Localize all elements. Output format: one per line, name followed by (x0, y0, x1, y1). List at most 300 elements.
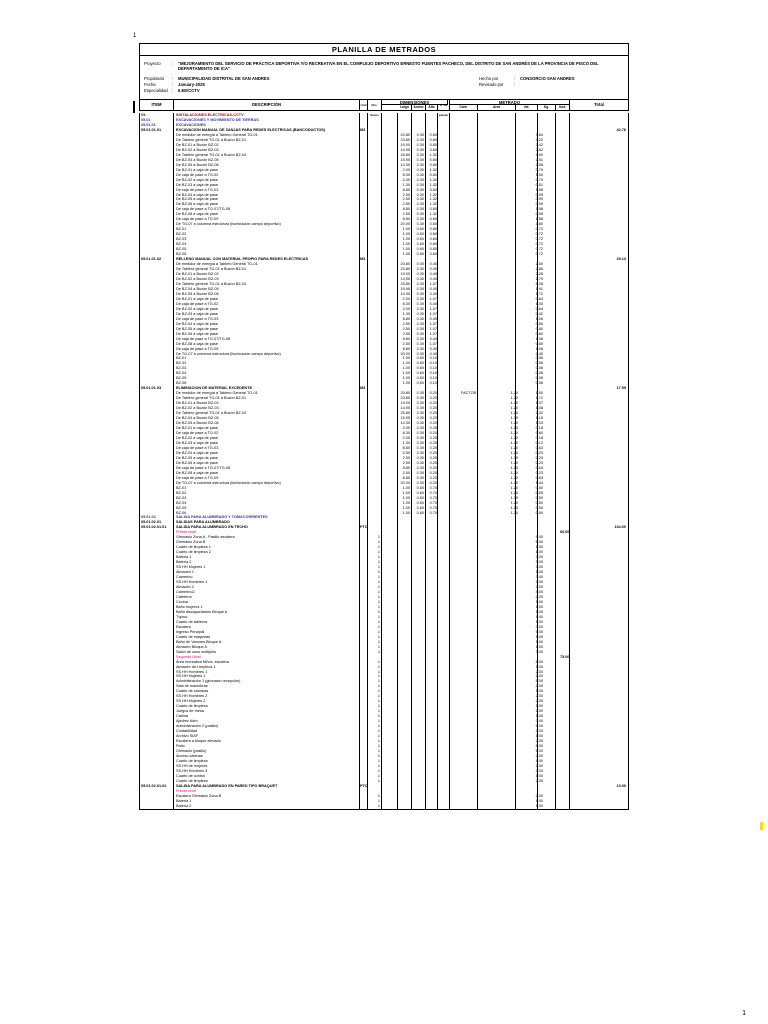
row-alto: 1.07 (429, 341, 437, 346)
row-vol: 1.72 (535, 291, 543, 296)
row-ancho: 0.30 (416, 267, 424, 272)
row-vol: 1.00 (535, 604, 543, 609)
row-largo: 14.30 (400, 162, 410, 167)
row-description: De caja de pase a TG-07/TG-08 (176, 207, 231, 212)
row-ancho: 0.30 (416, 217, 424, 222)
col-dimensiones: DIMENSIONES (382, 100, 448, 105)
row-alto: 0.60 (429, 147, 437, 152)
row-largo: 14.30 (400, 421, 410, 426)
row-count: 1 (377, 674, 380, 679)
row-vol: 0.50 (535, 510, 543, 515)
row-partial: 66.00 (560, 530, 570, 535)
row-description: De BZ-05 a Buzón BZ-06 (176, 421, 219, 426)
row-largo: 14.95 (400, 276, 410, 281)
row-alto: 0.60 (429, 217, 437, 222)
row-vol: 1.00 (535, 619, 543, 624)
row-ancho: 0.60 (416, 232, 424, 237)
row-description: De BZ-04 a caja de pase (176, 192, 219, 197)
row-description: De TG-07 a columna estructura (iluminación campo deportivo) (176, 351, 281, 356)
row-ancho: 0.30 (416, 480, 424, 485)
row-ancho: 0.30 (416, 321, 424, 326)
row-count: 1 (377, 739, 380, 744)
row-count: 1 (377, 709, 380, 714)
row-largo: 14.95 (400, 406, 410, 411)
row-ancho: 0.30 (416, 311, 424, 316)
row-largo: 8.80 (402, 336, 410, 341)
row-vol: 6.00 (535, 540, 543, 545)
row-unit: M3 (360, 257, 366, 262)
row-ancho: 0.30 (416, 182, 424, 187)
col-alto: Alto (426, 105, 438, 110)
row-ancho: 0.30 (416, 152, 424, 157)
row-unit: M3 (360, 386, 366, 391)
row-vol: 0.60 (535, 431, 543, 435)
col-largo: Largo (398, 105, 412, 110)
row-vol: 1.00 (535, 301, 543, 306)
row-alto: 0.60 (429, 222, 437, 227)
row-ancho: 0.30 (416, 157, 424, 162)
row-description: Cuarto de limpieza (176, 704, 208, 709)
row-alto: 0.60 (429, 137, 437, 142)
row-vol: 1.00 (535, 664, 543, 669)
row-largo: 2.00 (402, 306, 410, 311)
row-ancho: 0.30 (416, 147, 424, 152)
row-description: SS.HH Hombres 3 (176, 768, 208, 773)
row-ancho: 0.60 (416, 381, 424, 386)
row-count: 1 (377, 763, 380, 768)
row-alto: 0.40 (429, 267, 437, 272)
row-description: De TG-07 a columna estructura (iluminación campo deportivo) (176, 480, 281, 485)
row-alto: 0.10 (429, 381, 437, 386)
row-ancho: 0.30 (416, 177, 424, 182)
row-largo: 2.00 (402, 426, 410, 431)
col-nro: Nro. Veces (368, 100, 382, 110)
row-alto: 0.20 (429, 396, 437, 401)
highlight-marker (760, 822, 763, 830)
row-largo: 2.50 (402, 192, 410, 197)
row-count: 1 (377, 684, 380, 689)
revisado-row: Revisado por : (479, 82, 516, 87)
row-alto: 0.20 (429, 391, 437, 396)
row-largo: 25.80 (400, 411, 410, 416)
row-alto: 0.60 (429, 207, 437, 212)
row-alto: 0.70 (429, 505, 437, 510)
row-largo: 1.00 (402, 495, 410, 500)
row-ancho: 0.30 (416, 272, 424, 276)
row-cant: FACTOR (461, 391, 477, 396)
row-description: Cuarto de tableros (176, 619, 208, 624)
row-largo: 15.95 (400, 286, 410, 291)
row-description: BZ-01 (176, 485, 187, 490)
row-vol: 1.00 (535, 714, 543, 719)
row-ancho: 0.30 (416, 341, 424, 346)
row-item: 05.01.02 (141, 515, 156, 520)
row-ancho: 0.60 (416, 505, 424, 510)
row-ancho: 0.60 (416, 356, 424, 361)
row-vol: 1.58 (535, 207, 543, 212)
row-description: Almacén Bloque A (176, 644, 208, 649)
row-description: De caja de pase a TG-02 (176, 172, 219, 177)
row-alto: 0.10 (429, 376, 437, 381)
row-ancho: 0.60 (416, 495, 424, 500)
row-largo: 19.00 (400, 272, 410, 276)
row-description: SS.HH Mujeres 2 (176, 699, 206, 704)
row-alto: 0.70 (429, 510, 437, 515)
row-vol: 0.50 (535, 505, 543, 510)
row-description: De Tablero general TG-01 a Buzón BZ-04 (176, 281, 247, 286)
row-largo: 1.00 (402, 500, 410, 505)
row-vol: 0.23 (535, 460, 543, 465)
row-largo: 20.00 (400, 222, 410, 227)
row-largo: 1.00 (402, 242, 410, 247)
row-count: 1 (377, 659, 380, 664)
row-vol: 1.00 (535, 773, 543, 778)
row-ancho: 0.30 (416, 306, 424, 311)
propietario-row: Propietario : MUNICIPALIDAD DISTRITAL DE SAN ANDRES (144, 76, 270, 81)
row-count: 1 (377, 724, 380, 729)
row-vol: 2.00 (535, 684, 543, 689)
row-area: 1.20 (510, 465, 518, 470)
row-description: De BZ-02 a Buzón BZ-03 (176, 276, 219, 281)
row-largo: 8.80 (402, 316, 410, 321)
row-vol: 2.00 (535, 694, 543, 699)
row-description: BZ-02 (176, 361, 187, 366)
row-description: BZ-05 (176, 505, 187, 510)
row-area: 1.20 (510, 431, 518, 435)
row-description: De medidor de energía a Tablero General TG-01 (176, 391, 258, 396)
row-description: Cuarto de limpieza (176, 758, 208, 763)
col-cant: Cant. (450, 105, 478, 110)
row-description: De BZ-02 a caja de pase (176, 435, 219, 440)
row-vol: 0.72 (535, 252, 543, 257)
row-description: De caja de pase a TG-09 (176, 346, 219, 351)
row-largo: 1.00 (402, 237, 410, 242)
row-description: Almacén 2 (176, 585, 194, 590)
row-vol: 1.00 (535, 798, 543, 803)
row-description: De BZ-05 a caja de pase (176, 326, 219, 331)
row-alto: 1.32 (429, 202, 437, 207)
row-description: BZ-06 (176, 510, 187, 515)
row-ancho: 0.30 (416, 416, 424, 421)
row-ancho: 0.30 (416, 455, 424, 460)
row-largo: 8.30 (402, 301, 410, 306)
row-vol: 0.06 (535, 366, 543, 371)
row-count: 1 (377, 565, 380, 570)
row-largo: 1.00 (402, 371, 410, 376)
row-vol: 0.50 (535, 495, 543, 500)
row-description: De BZ-02 a Buzón BZ-03 (176, 406, 219, 411)
row-description: SALIDA PARA ALUMBRADO EN PARED TIPO BRAQUET (176, 783, 278, 788)
row-description: De caja de pase a TG-07/TG-08 (176, 336, 231, 341)
row-count: 1 (377, 560, 380, 565)
project-header (139, 56, 629, 100)
row-largo: 8.80 (402, 187, 410, 192)
row-description: Primer nivel (176, 530, 197, 535)
row-ancho: 0.30 (416, 435, 424, 440)
row-vol: 0.79 (535, 167, 543, 172)
row-description: De Tablero general TG-01 a Buzón BZ-01 (176, 396, 247, 401)
row-alto: 0.40 (429, 336, 437, 341)
row-description: Salón de usos múltiples (176, 649, 217, 654)
row-description: BZ-01 (176, 227, 187, 232)
row-area: 1.20 (510, 455, 518, 460)
row-description: De BZ-01 a caja de pase (176, 167, 219, 172)
row-count: 1 (377, 555, 380, 560)
row-ancho: 0.30 (416, 445, 424, 450)
row-largo: 8.80 (402, 445, 410, 450)
row-ancho: 0.30 (416, 162, 424, 167)
row-count: 1 (377, 689, 380, 694)
row-largo: 15.95 (400, 416, 410, 421)
row-largo: 2.50 (402, 321, 410, 326)
row-description: Contabilidad (176, 729, 198, 734)
row-largo: 1.00 (402, 381, 410, 386)
row-largo: 25.80 (400, 152, 410, 157)
row-description: BZ-06 (176, 252, 187, 257)
row-description: De BZ-08 a caja de pase (176, 341, 219, 346)
row-largo: 1.00 (402, 252, 410, 257)
row-ancho: 0.30 (416, 167, 424, 172)
row-count: 1 (377, 585, 380, 590)
row-vol: 2.40 (535, 351, 543, 356)
row-largo: 20.00 (400, 351, 410, 356)
row-area: 1.20 (510, 426, 518, 431)
row-description: De caja de pase a TG-09 (176, 475, 219, 480)
row-vol: 0.99 (535, 212, 543, 217)
row-alto: 0.40 (429, 276, 437, 281)
row-ancho: 0.60 (416, 500, 424, 505)
row-item: 05.01.01.02 (141, 257, 162, 262)
row-vol: 1.00 (535, 545, 543, 550)
row-description: De caja de pase a TG-03 (176, 316, 219, 321)
row-count: 1 (377, 699, 380, 704)
row-vol: 4.22 (535, 137, 543, 142)
row-ancho: 0.30 (416, 192, 424, 197)
row-description: EXCAVACIONES (176, 122, 206, 127)
row-description: De BZ-03 a caja de pase (176, 182, 219, 187)
row-alto: 0.25 (429, 440, 437, 445)
row-vol: 0.72 (535, 232, 543, 237)
row-vol: 0.80 (535, 331, 543, 336)
row-description: Primer nivel (176, 788, 197, 793)
row-vol: 2.00 (535, 594, 543, 599)
col-metrado: METRADO (450, 100, 570, 105)
row-description: SS.HH Hombres 2 (176, 694, 208, 699)
row-vol: 4.00 (535, 590, 543, 594)
row-vol: 2.00 (535, 709, 543, 714)
row-description: De caja de pase a TG-02 (176, 301, 219, 306)
row-count: 1 (377, 793, 380, 798)
row-description: Sala de maniobras (176, 684, 208, 689)
row-count: 1 (377, 714, 380, 719)
row-vol: 3.60 (535, 222, 543, 227)
row-alto: 0.40 (429, 351, 437, 356)
row-description: De BZ-06 a caja de pase (176, 202, 219, 207)
row-largo: 2.50 (402, 212, 410, 217)
row-description: Área recreativa Niños, escalera (176, 659, 229, 664)
row-description: BZ-03 (176, 237, 187, 242)
row-largo: 1.00 (402, 361, 410, 366)
row-total: 42.76 (616, 127, 626, 132)
row-largo: 1.00 (402, 376, 410, 381)
row-count: 1 (377, 540, 380, 545)
row-vol: 0.06 (535, 361, 543, 366)
row-vol: 0.99 (535, 197, 543, 202)
row-description: Cuarto de limpieza 2 (176, 550, 211, 555)
row-largo: 20.80 (400, 391, 410, 396)
row-description: Batería 1 (176, 555, 192, 560)
row-description: SALIDAS PARA ALUMBRADO (176, 520, 230, 525)
row-description: De BZ-05 a caja de pase (176, 455, 219, 460)
row-count: 1 (377, 679, 380, 684)
row-count: 1 (377, 768, 380, 773)
row-alto: 0.20 (429, 416, 437, 421)
row-vol: 0.50 (535, 485, 543, 490)
row-ancho: 0.60 (416, 371, 424, 376)
row-vol: 0.64 (535, 296, 543, 301)
row-count: 1 (377, 619, 380, 624)
row-ancho: 0.30 (416, 286, 424, 291)
row-alto: 1.32 (429, 182, 437, 187)
row-alto: 1.07 (429, 306, 437, 311)
row-area: 1.20 (510, 460, 518, 465)
row-alto: 0.10 (429, 356, 437, 361)
row-ancho: 0.30 (416, 391, 424, 396)
row-alto: 1.32 (429, 177, 437, 182)
row-alto: 1.32 (429, 152, 437, 157)
row-vol: 0.06 (535, 371, 543, 376)
row-count: 1 (377, 758, 380, 763)
row-area: 1.20 (510, 416, 518, 421)
row-largo: 8.80 (402, 475, 410, 480)
row-largo: 20.00 (400, 480, 410, 485)
row-area: 1.20 (510, 435, 518, 440)
row-largo: 8.80 (402, 217, 410, 222)
row-vol: 1.00 (535, 614, 543, 619)
row-item: 05.01.02.01.02 (141, 783, 167, 788)
row-description: De BZ-05 a caja de pase (176, 197, 219, 202)
row-alto: 1.07 (429, 296, 437, 301)
row-area: 1.20 (510, 445, 518, 450)
row-description: De caja de pase a TG-03 (176, 445, 219, 450)
row-alto: 0.60 (429, 132, 437, 137)
row-count: 1 (377, 778, 380, 783)
row-alto: 0.70 (429, 495, 437, 500)
row-description: Administración 1 (gimnasio recepción) (176, 679, 241, 684)
row-unit: PTO (360, 525, 368, 530)
row-count: 1 (377, 719, 380, 724)
row-largo: 1.00 (402, 232, 410, 237)
row-item: 05.01.02.01.01 (141, 525, 167, 530)
row-description: Baño de Varones Bloque A (176, 639, 222, 644)
row-alto: 0.60 (429, 242, 437, 247)
row-largo: 2.50 (402, 197, 410, 202)
row-description: Acceso cabinas (176, 753, 203, 758)
row-largo: 2.50 (402, 470, 410, 475)
row-ancho: 0.30 (416, 450, 424, 455)
row-vol: 2.00 (535, 778, 543, 783)
row-largo: 25.80 (400, 281, 410, 286)
row-alto: 1.07 (429, 326, 437, 331)
row-largo: 1.00 (402, 227, 410, 232)
row-count: 1 (377, 729, 380, 734)
row-alto: 0.20 (429, 475, 437, 480)
row-alto: 0.60 (429, 237, 437, 242)
row-count: 1 (377, 694, 380, 699)
row-largo: 1.00 (402, 366, 410, 371)
row-largo: 1.00 (402, 485, 410, 490)
row-vol: 6.00 (535, 679, 543, 684)
row-description: De medidor de energía a Tablero General TG-01 (176, 262, 258, 267)
row-count: 1 (377, 570, 380, 575)
row-vol: 2.00 (535, 669, 543, 674)
row-vol: 0.51 (535, 182, 543, 187)
row-description: RELLENO MANUAL CON MATERIAL PROPIO PARA REDES ELECTRICAS (176, 257, 309, 262)
row-vol: 1.00 (535, 570, 543, 575)
row-ancho: 0.30 (416, 207, 424, 212)
row-ancho: 0.30 (416, 426, 424, 431)
row-description: BZ-01 (176, 356, 187, 361)
row-vol: 3.00 (535, 575, 543, 580)
row-area: 1.20 (510, 495, 518, 500)
row-area: 1.20 (510, 470, 518, 475)
row-ancho: 0.30 (416, 401, 424, 406)
row-alto: 0.40 (429, 286, 437, 291)
row-vol: 1.08 (535, 406, 543, 411)
page-number-bottom: 1 (742, 1010, 746, 1017)
row-description: De Tablero general TG-01 a Buzón BZ-04 (176, 152, 247, 157)
row-count: 1 (377, 590, 380, 594)
row-vol: 6.00 (535, 749, 543, 753)
row-largo: 19.00 (400, 142, 410, 147)
row-count: 1 (377, 609, 380, 614)
row-count: 1 (377, 773, 380, 778)
row-unit: PTO (360, 783, 368, 788)
row-count: 1 (377, 614, 380, 619)
row-description: De BZ-08 a caja de pase (176, 212, 219, 217)
row-ancho: 0.30 (416, 326, 424, 331)
row-largo: 20.80 (400, 132, 410, 137)
row-alto: 0.60 (429, 252, 437, 257)
row-vol: 3.00 (535, 624, 543, 629)
row-vol: 1.58 (535, 217, 543, 222)
row-count: 1 (377, 629, 380, 634)
row-vol: 1.00 (535, 550, 543, 555)
metrado-sheet (139, 43, 629, 100)
row-ancho: 0.30 (416, 301, 424, 306)
row-count: 1 (377, 749, 380, 753)
row-description: BZ-04 (176, 242, 187, 247)
proyecto-row: Proyecto : "MEJORAMIENTO DEL SERVICIO DE PRÁCTICA DEPORTIVA Y/O RECREATIVA EN EL COMPLEJO DEPORTIVO ERNESTO FUENTES PACHECO, DEL DISTRITO DE SAN ANDRÉS DE LA PROVINCIA DE PISCO DEL DEPARTAMENTO DE ICA" (144, 61, 618, 71)
row-alto: 0.70 (429, 490, 437, 495)
row-alto: 1.32 (429, 192, 437, 197)
row-vol: 3.00 (535, 649, 543, 654)
row-largo: 19.00 (400, 401, 410, 406)
row-largo: 2.50 (402, 460, 410, 465)
row-description: BZ-06 (176, 381, 187, 386)
proyecto-label: Proyecto (144, 61, 161, 66)
row-description: Camerino (176, 575, 193, 580)
row-vol: 2.00 (535, 753, 543, 758)
row-description: De medidor de energía a Tablero General TG-01 (176, 132, 258, 137)
row-alto: 0.60 (429, 187, 437, 192)
row-alto: 0.60 (429, 157, 437, 162)
row-largo: 2.50 (402, 341, 410, 346)
row-description: De BZ-04 a Buzón BZ-05 (176, 416, 219, 421)
row-largo: 2.00 (402, 167, 410, 172)
row-alto: 0.60 (429, 172, 437, 177)
row-alto: 0.20 (429, 406, 437, 411)
